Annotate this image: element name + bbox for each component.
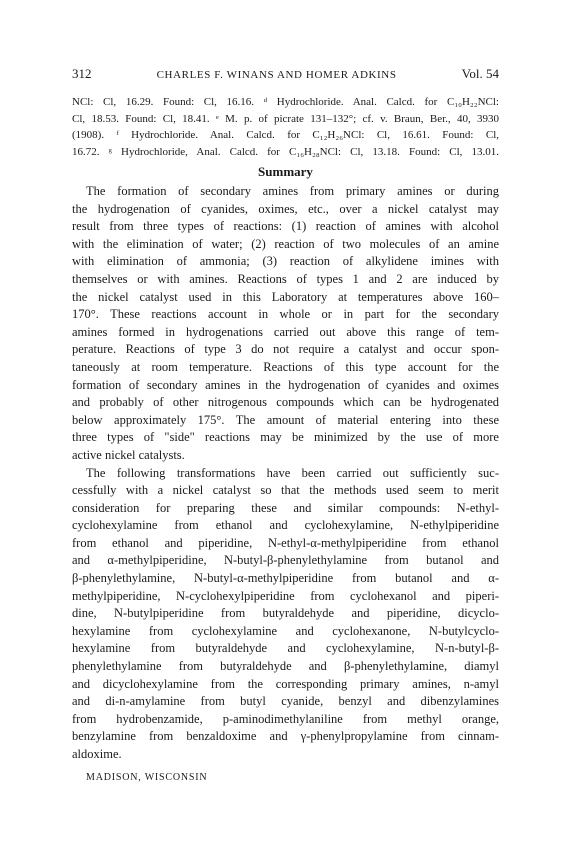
text-line: with the elimination of water; (2) reaction of two molecules of an amine bbox=[72, 236, 499, 251]
table-footnotes bbox=[72, 94, 499, 160]
text-line: consideration for preparing these and similar compounds: N-ethyl- bbox=[72, 500, 499, 515]
text-line: themselves or with amines. Reactions of types 1 and 2 are induced by bbox=[72, 271, 499, 286]
text-line: methylpiperidine, N-cyclohexylpiperidine from cyclohexanol and piperi- bbox=[72, 588, 499, 603]
running-title: CHARLES F. WINANS AND HOMER ADKINS bbox=[156, 69, 397, 81]
text-line: and α-methylpiperidine, N-butyl-β-phenylethylamine from butanol and bbox=[72, 553, 499, 568]
text-line: 170°. These reactions account in whole or in part for the secondary bbox=[72, 307, 499, 322]
text-line: and di-n-amylamine from butyl cyanide, benzyl and dibenzylamines bbox=[72, 694, 499, 709]
text-line: active nickel catalysts. bbox=[72, 447, 185, 462]
text-line: result from three types of reactions: (1) reaction of amines with alcohol bbox=[72, 219, 499, 234]
text-line: the nickel catalyst used in this Laboratory at temperatures above 160– bbox=[72, 289, 499, 304]
footnote-line: Cl, 18.53. Found: Cl, 18.41. ᵉ M. p. of picrate 131–132°; cf. v. Braun, Ber., 40, 3930 bbox=[72, 112, 499, 125]
running-header bbox=[72, 66, 499, 82]
footnote-line: NCl: Cl, 16.29. Found: Cl, 16.16. ᵈ Hydrochloride. Anal. Calcd. for C₁₀H₂₂NCl: bbox=[72, 96, 499, 108]
text-line: from hydrobenzamide, p-aminodimethylaniline from methyl orange, bbox=[72, 711, 499, 726]
text-line: cyclohexylamine from ethanol and cyclohexylamine, N-ethylpiperidine bbox=[72, 518, 499, 533]
text-line: perature. Reactions of type 3 do not require a catalyst and occur spon- bbox=[72, 342, 499, 357]
text-line: three types of "side" reactions may be minimized by the use of more bbox=[72, 430, 499, 445]
text-line: The formation of secondary amines from primary amines or during bbox=[86, 184, 499, 198]
text-line: cessfully with a nickel catalyst so that the methods used seem to merit bbox=[72, 483, 499, 498]
text-line: dine, N-butylpiperidine from butyraldehyde and piperidine, dicyclo- bbox=[72, 606, 499, 621]
text-line: phenylethylamine from butyraldehyde and β-phenylethylamine, diamyl bbox=[72, 659, 499, 674]
text-line: hexylamine from butyraldehyde and cyclohexylamine, N-n-butyl-β- bbox=[72, 641, 499, 656]
page-number: 312 bbox=[72, 66, 92, 81]
text-line: amines formed in hydrogenations carried out above this range of tem- bbox=[72, 324, 499, 339]
summary-body bbox=[72, 183, 499, 764]
author-location: MADISON, WISCONSIN bbox=[86, 772, 208, 783]
text-line: formation of secondary amines in the hydrogenation of cyanides and oximes bbox=[72, 377, 499, 392]
text-line: and probably of other nitrogenous compounds which can be hydrogenated bbox=[72, 395, 499, 410]
text-line: aldoxime. bbox=[72, 747, 122, 761]
footnote-line: 16.72. ᵍ Hydrochloride, Anal. Calcd. for C₁₆H₂₈NCl: Cl, 13.18. Found: Cl, 13.01. bbox=[72, 145, 499, 158]
summary-paragraph-2 bbox=[72, 465, 499, 764]
text-line: β-phenylethylamine, N-butyl-α-methylpiperidine from butanol and α- bbox=[72, 571, 499, 586]
text-line: below approximately 175°. The amount of material entering into these bbox=[72, 412, 499, 427]
text-line: with elimination of ammonia; (3) reaction of alkylidene imines with bbox=[72, 254, 499, 269]
text-line: benzylamine from benzaldoxime and γ-phenylpropylamine from cinnam- bbox=[72, 729, 499, 744]
text-line: the hydrogenation of cyanides, oximes, etc., over a nickel catalyst may bbox=[72, 201, 499, 216]
volume-label: Vol. 54 bbox=[461, 66, 499, 81]
summary-heading: Summary bbox=[258, 164, 313, 179]
text-line: The following transformations have been carried out sufficiently suc- bbox=[86, 465, 499, 480]
text-line: taneously at room temperature. Reactions of this type account for the bbox=[72, 359, 499, 374]
text-line: and dicyclohexylamine from the corresponding primary amines, n-amyl bbox=[72, 676, 499, 691]
summary-paragraph-1 bbox=[72, 183, 499, 465]
text-line: hexylamine from cyclohexylamine and cyclohexanone, N-butylcyclo- bbox=[72, 623, 499, 638]
text-line: from ethanol and piperidine, N-ethyl-α-methylpiperidine from ethanol bbox=[72, 535, 499, 550]
footnote-line: (1908). ᶠ Hydrochloride. Anal. Calcd. for C₁₂H₂₆NCl: Cl, 16.61. Found: Cl, bbox=[72, 129, 499, 141]
